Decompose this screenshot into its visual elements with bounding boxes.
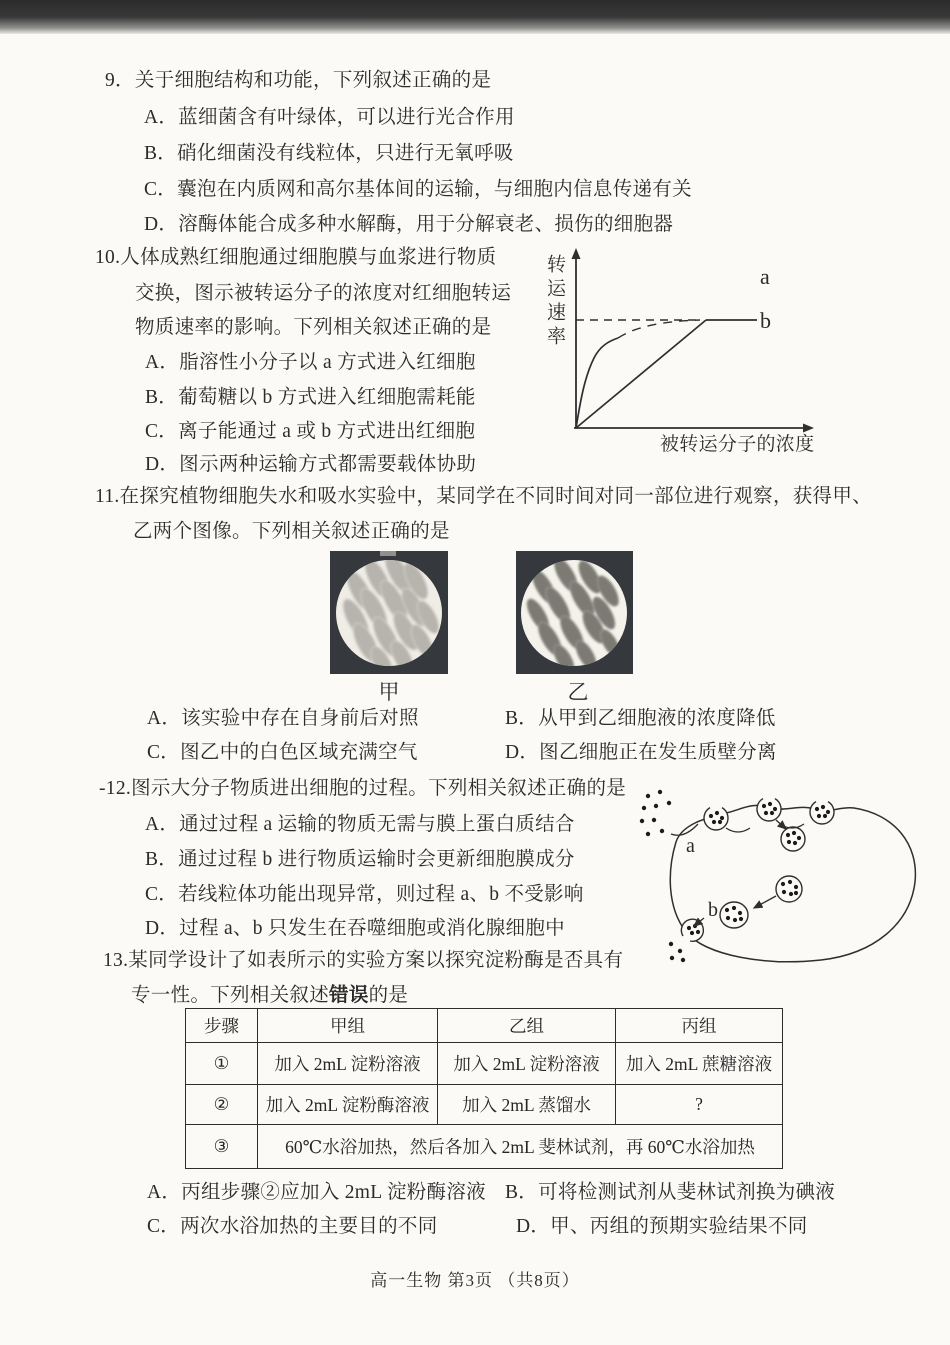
table-row <box>186 1125 783 1169</box>
q9-option-b: B．硝化细菌没有线粒体，只进行无氧呼吸 <box>144 143 514 164</box>
scan-dark-band <box>0 0 950 34</box>
q12-stem: -12.图示大分子物质进出细胞的过程。下列相关叙述正确的是 <box>99 778 627 799</box>
q10-stem-line1: 10.人体成熟红细胞通过细胞膜与血浆进行物质 <box>95 247 497 268</box>
q10-option-b: B．葡萄糖以 b 方式进入红细胞需耗能 <box>145 387 476 408</box>
curve-group <box>576 320 757 428</box>
q13-stem-line2-bold: 错误 <box>329 985 369 1006</box>
q11-image-right-label: 乙 <box>567 680 589 704</box>
q11-option-b: B．从甲到乙细胞液的浓度降低 <box>505 708 776 729</box>
q10-stem-line3: 物质速率的影响。下列相关叙述正确的是 <box>135 317 492 338</box>
q11-stem-line2: 乙两个图像。下列相关叙述正确的是 <box>133 521 450 542</box>
q11-stem-line1: 11.在探究植物细胞失水和吸水实验中，某同学在不同时间对同一部位进行观察，获得甲、 <box>95 486 872 507</box>
extracellular-particles-bottom <box>669 942 685 962</box>
header-group-yi: 乙组 <box>438 1009 616 1043</box>
q13-stem-line2-post: 的是 <box>368 985 409 1006</box>
table-row <box>186 1085 783 1125</box>
q10-option-c: C．离子能通过 a 或 b 方式进出红细胞 <box>145 421 476 442</box>
process-a-label: a <box>686 835 695 857</box>
q9-stem: 9．关于细胞结构和功能，下列叙述正确的是 <box>105 70 492 91</box>
q13-stem-line2 <box>131 985 408 1007</box>
q12-option-d: D．过程 a、b 只发生在吞噬细胞或消化腺细胞中 <box>145 918 565 939</box>
q10-option-a: A．脂溶性小分子以 a 方式进入红细胞 <box>145 352 476 373</box>
x-axis-arrowhead <box>803 424 814 433</box>
q13-option-b: B．可将检测试剂从斐林试剂换为碘液 <box>505 1182 836 1203</box>
q12-option-b: B．通过过程 b 进行物质运输时会更新细胞膜成分 <box>145 849 575 870</box>
cell-step3-merged: 60℃水浴加热，然后各加入 2mL 斐林试剂，再 60℃水浴加热 <box>258 1125 783 1169</box>
extracellular-particles-top <box>640 790 671 836</box>
q11-image-left-label: 甲 <box>378 680 400 704</box>
cell-step-2: ② <box>186 1085 258 1125</box>
q12-option-c: C．若线粒体功能出现异常，则过程 a、b 不受影响 <box>145 884 584 905</box>
vesicles <box>720 827 805 928</box>
q13-option-a: A．丙组步骤②应加入 2mL 淀粉酶溶液 <box>147 1182 486 1203</box>
q12-cell-transport-diagram <box>626 776 948 972</box>
q10-stem-line2: 交换，图示被转运分子的浓度对红细胞转运 <box>135 283 512 304</box>
cell-bing-2: ? <box>616 1085 783 1125</box>
page-footer: 高一生物 第3页 （共8页） <box>370 1271 580 1290</box>
header-step: 步骤 <box>186 1009 258 1043</box>
q13-stem-line1: 13.某同学设计了如表所示的实验方案以探究淀粉酶是否具有 <box>103 950 624 971</box>
cell-membrane <box>670 805 915 961</box>
curve-b-label: b <box>760 308 771 333</box>
cell-yi-1: 加入 2mL 淀粉溶液 <box>438 1043 616 1085</box>
cell-jia-2: 加入 2mL 淀粉酶溶液 <box>258 1085 438 1125</box>
q11-option-c: C．图乙中的白色区域充满空气 <box>147 742 418 763</box>
q10-option-d: D．图示两种运输方式都需要载体协助 <box>145 454 477 475</box>
q13-option-d: D．甲、丙组的预期实验结果不同 <box>516 1216 808 1237</box>
q9-option-c: C．囊泡在内质网和高尔基体间的运输，与细胞内信息传递有关 <box>144 179 692 200</box>
cell-step-1: ① <box>186 1043 258 1085</box>
cell-jia-1: 加入 2mL 淀粉溶液 <box>258 1043 438 1085</box>
q11-option-a: A．该实验中存在自身前后对照 <box>147 708 419 729</box>
endocytosis-pockets <box>681 799 834 942</box>
cell-step-3: ③ <box>186 1125 258 1169</box>
q11-option-d: D．图乙细胞正在发生质壁分离 <box>505 742 777 763</box>
q13-option-c: C．两次水浴加热的主要目的不同 <box>147 1216 438 1237</box>
q10-graph-y-axis-label: 转运速率 <box>544 254 565 350</box>
curve-a-label: a <box>760 264 770 289</box>
q13-experiment-table <box>185 1008 783 1169</box>
header-group-bing: 丙组 <box>616 1009 783 1043</box>
table-row <box>186 1043 783 1085</box>
q11-micrograph-jia <box>330 551 448 674</box>
process-b-label: b <box>708 899 718 921</box>
q13-stem-line2-pre: 专一性。下列相关叙述 <box>131 985 330 1006</box>
q9-option-a: A．蓝细菌含有叶绿体，可以进行光合作用 <box>144 107 515 128</box>
q11-micrograph-yi <box>516 551 633 674</box>
q10-graph-x-axis-label: 被转运分子的浓度 <box>660 434 815 455</box>
y-axis-arrowhead <box>572 248 581 259</box>
cell-bing-1: 加入 2mL 蔗糖溶液 <box>616 1043 783 1085</box>
q9-option-d: D．溶酶体能合成多种水解酶，用于分解衰老、损伤的细胞器 <box>144 214 674 235</box>
cell-yi-2: 加入 2mL 蒸馏水 <box>438 1085 616 1125</box>
header-group-jia: 甲组 <box>258 1009 438 1043</box>
q12-option-a: A．通过过程 a 运输的物质无需与膜上蛋白质结合 <box>145 814 575 835</box>
table-header-row <box>186 1009 783 1043</box>
q10-transport-rate-graph <box>536 246 828 460</box>
